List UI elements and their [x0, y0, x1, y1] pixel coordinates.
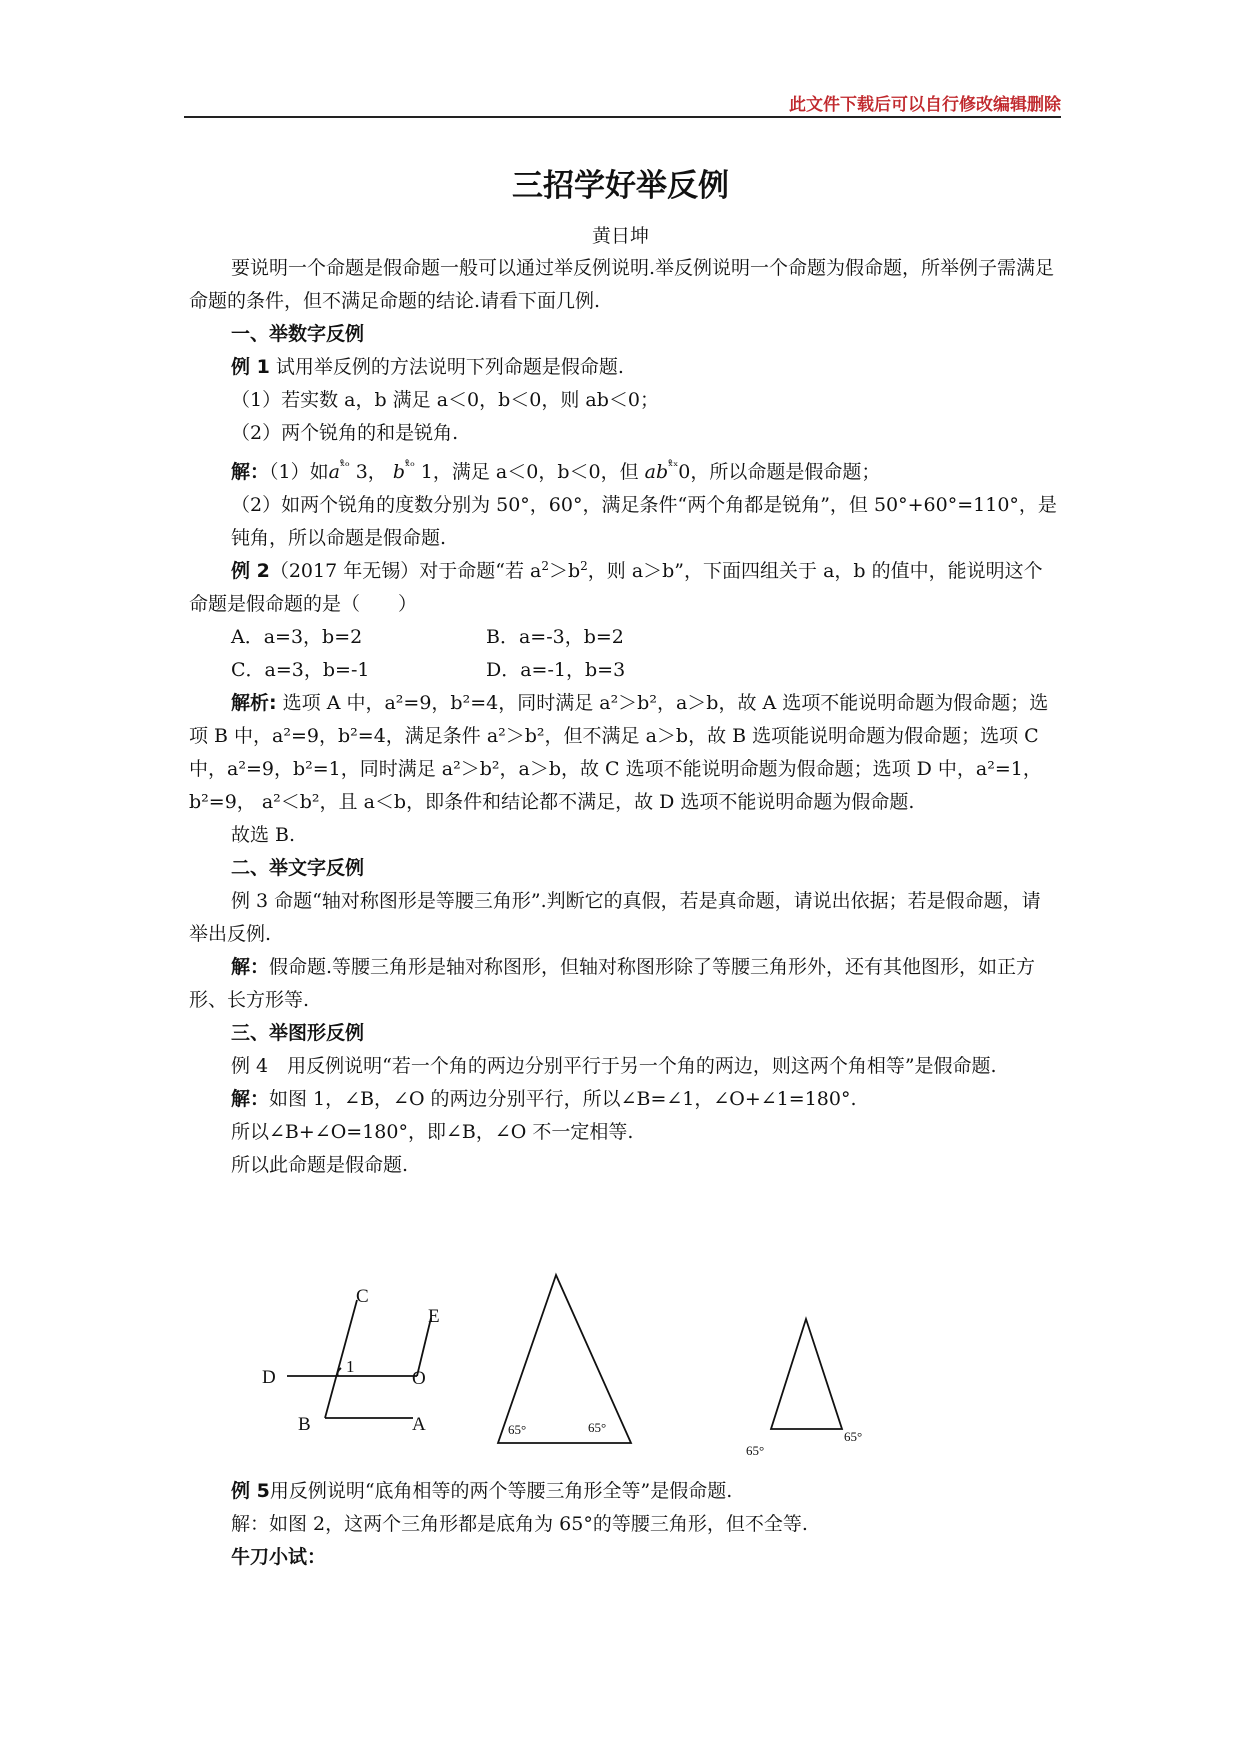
- main-content: [189, 252, 1057, 1182]
- example4-solution-line3: 所以此命题是假命题.: [231, 1154, 409, 1176]
- example5-text: 用反例说明“底角相等的两个等腰三角形全等”是假命题.: [269, 1480, 733, 1502]
- example1-item1: （1）若实数 a，b 满足 a＜0，b＜0，则 ab＜0；: [231, 389, 659, 411]
- figures: [240, 1258, 960, 1468]
- large-triangle: [498, 1275, 631, 1443]
- header-rule: [184, 116, 1061, 118]
- solution-line1-text: 如图 1，∠B，∠O 的两边分别平行，所以∠B=∠1，∠O+∠1=180°.: [269, 1088, 857, 1110]
- example2-text-3: ，则 a＞b”，下面四组关于 a，b 的值中，能说明这个命题是假命题的是（ ）: [189, 560, 1043, 615]
- garbled-glyph: ˣ̊ᵒ: [339, 459, 350, 473]
- label-c: C: [356, 1286, 369, 1307]
- label-d: D: [262, 1367, 276, 1388]
- example3-solution-text: 假命题.等腰三角形是轴对称图形，但轴对称图形除了等腰三角形外，还有其他图形，如正方形、长方形等.: [189, 956, 1036, 1011]
- sup-2: 2: [541, 559, 549, 573]
- figure2: [498, 1275, 842, 1443]
- option-c: C．a=3，b=-1: [231, 659, 370, 681]
- author: 黄日坤: [591, 225, 649, 247]
- label-e: E: [428, 1306, 440, 1327]
- label-o: O: [412, 1368, 426, 1389]
- lower-content: [189, 1475, 1057, 1574]
- options-row-1: [189, 621, 1057, 654]
- section1-heading: 一、举数字反例: [231, 323, 365, 345]
- example5: [189, 1475, 1057, 1508]
- var-b: b: [392, 461, 406, 483]
- figure1-labels: [262, 1286, 440, 1435]
- section2-heading: 二、举文字反例: [231, 857, 365, 879]
- small-triangle: [771, 1319, 842, 1429]
- large-right-angle: 65°: [588, 1420, 607, 1435]
- example1-text: 试用举反例的方法说明下列命题是假命题.: [275, 356, 624, 378]
- example1-label: 例 1: [231, 356, 270, 378]
- example2-text-2: ＞b: [548, 560, 581, 582]
- figure2-labels: [508, 1420, 862, 1458]
- large-left-angle: 65°: [508, 1422, 527, 1437]
- example4-solution-line2: 所以∠B+∠O=180°，即∠B，∠O 不一定相等.: [231, 1121, 634, 1143]
- garbled-glyph: ˣ̊ˣ: [668, 459, 679, 473]
- example4-solution-line1: [189, 1083, 1057, 1116]
- example3-solution: [189, 951, 1057, 1017]
- figure1: [287, 1300, 431, 1418]
- option-a: A．a=3，b=2: [231, 626, 363, 648]
- solution1-prefix: （1）如: [269, 461, 329, 483]
- example2-label: 例 2: [231, 560, 270, 582]
- analysis-label: 解析:: [231, 692, 277, 714]
- example2: [189, 555, 1057, 621]
- example2-text-1: （2017 年无锡）对于命题“若 a: [269, 560, 542, 582]
- document-title: 三招学好举反例: [512, 168, 729, 204]
- intro-paragraph: 要说明一个命题是假命题一般可以通过举反例说明.举反例说明一个命题为假命题，所举例子需满足命题的条件，但不满足命题的结论.请看下面几例.: [189, 257, 1055, 312]
- options-row-2: [189, 654, 1057, 687]
- example1-item2: （2）两个锐角的和是锐角.: [231, 422, 459, 444]
- example2-answer: 故选 B.: [231, 824, 296, 846]
- example5-solution: 解：如图 2，这两个三角形都是底角为 65°的等腰三角形，但不全等.: [231, 1513, 808, 1535]
- example1: [189, 351, 1057, 384]
- solution-label: 解：: [231, 461, 270, 483]
- example1-solution1: [189, 450, 1057, 489]
- sup-2: 2: [580, 559, 588, 573]
- solution-label: 解：: [231, 956, 270, 978]
- example1-solution2: （2）如两个锐角的度数分别为 50°，60°，满足条件“两个角都是锐角”，但 50°+60°=110°，是钝角，所以命题是假命题.: [231, 494, 1057, 549]
- var-a: a: [328, 461, 340, 483]
- var-ab: ab: [644, 461, 669, 483]
- var-a-value: 3，: [355, 461, 387, 483]
- analysis-text: 选项 A 中，a²=9，b²=4，同时满足 a²＞b²，a＞b，故 A 选项不能说明命题为假命题；选项 B 中，a²=9，b²=4，满足条件 a²＞b²，但不满足 a＞b，故 B 选项能说明命题为假命题；选项 C 中，a²=9，b²=1，同时满足 a²＞b²，a＞b，故 C 选项不能说明命题为假命题；选项 D 中，a²=1，b²=9， a²＜b²，且 a＜b，即条件和结论都不满足，故 D 选项不能说明命题为假命题.: [189, 692, 1049, 813]
- var-ab-value: 0，所以命题是假命题；: [678, 461, 881, 483]
- small-right-angle: 65°: [844, 1429, 863, 1444]
- header-note: 此文件下载后可以自行修改编辑删除: [789, 95, 1061, 115]
- garbled-glyph: ˣ̊ᵒ: [405, 459, 415, 473]
- example5-label: 例 5: [231, 1480, 270, 1502]
- example2-analysis: [189, 687, 1057, 819]
- small-left-angle: 65°: [746, 1443, 765, 1458]
- var-b-value: 1，满足 a＜0，b＜0，但: [420, 461, 639, 483]
- section3-heading: 三、举图形反例: [231, 1022, 365, 1044]
- solution-label: 解：: [231, 1088, 270, 1110]
- option-d: D．a=-1，b=3: [486, 659, 626, 681]
- option-b: B．a=-3，b=2: [486, 626, 624, 648]
- label-b: B: [298, 1414, 311, 1435]
- practice-heading: 牛刀小试：: [231, 1546, 327, 1568]
- example3: 例 3 命题“轴对称图形是等腰三角形”.判断它的真假，若是真命题，请说出依据；若是假命题，请举出反例.: [189, 890, 1041, 945]
- label-angle-1: 1: [346, 1357, 355, 1376]
- figures-svg: [240, 1258, 960, 1468]
- example4: 例 4 用反例说明“若一个角的两边分别平行于另一个角的两边，则这两个角相等”是假命题.: [231, 1055, 997, 1077]
- label-a: A: [412, 1414, 426, 1435]
